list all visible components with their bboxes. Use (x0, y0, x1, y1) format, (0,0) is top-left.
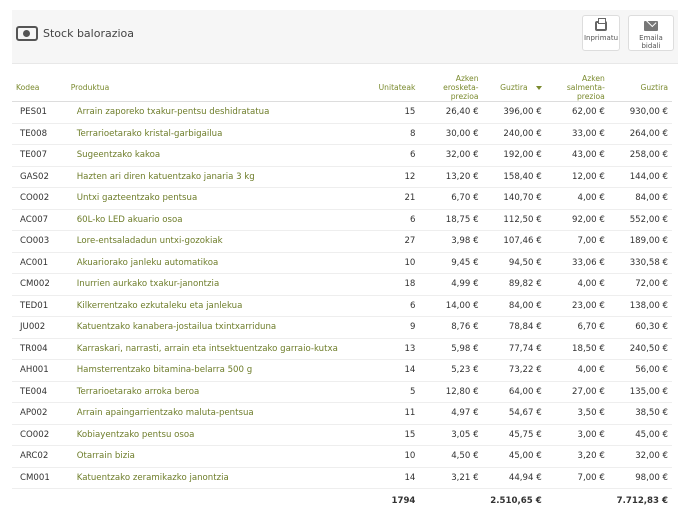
cell-units: 5 (356, 381, 419, 403)
cell-product[interactable]: Hamsterrentzako bitamina-belarra 500 g (67, 360, 357, 382)
cell-buy-price: 9,45 € (419, 252, 482, 274)
table-row (12, 123, 672, 145)
cell-sell-price: 33,06 € (546, 252, 609, 274)
cell-buy-price: 3,21 € (419, 467, 482, 489)
cell-product[interactable]: Lore-entsaladadun untxi-gozokiak (67, 231, 357, 253)
cell-buy-price: 26,40 € (419, 102, 482, 124)
totals-row (12, 489, 672, 513)
cell-sell-total: 330,58 € (609, 252, 672, 274)
cell-code: CM002 (12, 274, 67, 296)
col-header-code[interactable]: Kodea (12, 74, 67, 102)
cell-units: 13 (356, 338, 419, 360)
cell-sell-price: 33,00 € (546, 123, 609, 145)
table-row (12, 188, 672, 210)
cell-product[interactable]: Sugeentzako kakoa (67, 145, 357, 167)
cell-sell-price: 4,00 € (546, 360, 609, 382)
cell-product[interactable]: Terrarioetarako kristal-garbigailua (67, 123, 357, 145)
cell-buy-total: 94,50 € (483, 252, 546, 274)
cell-buy-price: 5,98 € (419, 338, 482, 360)
table-header-row (12, 74, 672, 102)
table-row (12, 252, 672, 274)
mail-icon (644, 21, 658, 31)
cell-buy-price: 32,00 € (419, 145, 482, 167)
totals-buy-total: 2.510,65 € (490, 495, 542, 506)
email-label: Emaila bidali (639, 34, 663, 50)
cell-product[interactable]: Otarrain bizia (67, 446, 357, 468)
cell-buy-total: 107,46 € (483, 231, 546, 253)
cell-product[interactable]: Kilkerrentzako ezkutaleku eta janlekua (67, 295, 357, 317)
cell-sell-total: 38,50 € (609, 403, 672, 425)
cell-sell-total: 552,00 € (609, 209, 672, 231)
cell-product[interactable]: Arrain apaingarrientzako maluta-pentsua (67, 403, 357, 425)
col-header-sell-price[interactable]: Azken salmenta-prezioa (546, 74, 609, 102)
cell-buy-total: 140,70 € (483, 188, 546, 210)
money-icon (16, 26, 38, 41)
table-row (12, 360, 672, 382)
cell-buy-price: 12,80 € (419, 381, 482, 403)
col-header-product[interactable]: Produktua (67, 74, 357, 102)
cell-sell-total: 240,50 € (609, 338, 672, 360)
cell-sell-price: 4,00 € (546, 188, 609, 210)
col-header-buy-total-label: Guztira (500, 83, 528, 92)
cell-buy-price: 5,23 € (419, 360, 482, 382)
cell-code: CM001 (12, 467, 67, 489)
cell-code: AC001 (12, 252, 67, 274)
table-row (12, 274, 672, 296)
cell-buy-price: 3,98 € (419, 231, 482, 253)
cell-sell-price: 92,00 € (546, 209, 609, 231)
cell-product[interactable]: Hazten ari diren katuentzako janaria 3 kg (67, 166, 357, 188)
cell-sell-price: 62,00 € (546, 102, 609, 124)
cell-code: AP002 (12, 403, 67, 425)
cell-buy-price: 3,05 € (419, 424, 482, 446)
cell-product[interactable]: Arrain zaporeko txakur-pentsu deshidratatua (67, 102, 357, 124)
cell-sell-total: 930,00 € (609, 102, 672, 124)
cell-sell-total: 56,00 € (609, 360, 672, 382)
cell-buy-price: 4,99 € (419, 274, 482, 296)
cell-sell-total: 135,00 € (609, 381, 672, 403)
cell-units: 11 (356, 403, 419, 425)
cell-code: PES01 (12, 102, 67, 124)
totals-blank (67, 489, 357, 513)
cell-units: 27 (356, 231, 419, 253)
cell-sell-price: 3,50 € (546, 403, 609, 425)
cell-buy-total: 158,40 € (483, 166, 546, 188)
cell-units: 18 (356, 274, 419, 296)
cell-units: 9 (356, 317, 419, 339)
cell-sell-price: 12,00 € (546, 166, 609, 188)
table-row (12, 145, 672, 167)
cell-units: 6 (356, 209, 419, 231)
cell-units: 10 (356, 446, 419, 468)
cell-buy-total: 45,00 € (483, 446, 546, 468)
cell-buy-price: 4,97 € (419, 403, 482, 425)
cell-sell-total: 189,00 € (609, 231, 672, 253)
cell-sell-price: 3,20 € (546, 446, 609, 468)
cell-units: 14 (356, 467, 419, 489)
cell-sell-price: 27,00 € (546, 381, 609, 403)
cell-sell-total: 32,00 € (609, 446, 672, 468)
print-label: Inprimatu (583, 34, 619, 42)
sort-desc-icon (536, 86, 542, 90)
cell-units: 15 (356, 424, 419, 446)
cell-sell-price: 18,50 € (546, 338, 609, 360)
cell-sell-total: 144,00 € (609, 166, 672, 188)
toolbar (12, 10, 678, 64)
cell-sell-total: 84,00 € (609, 188, 672, 210)
cell-sell-price: 43,00 € (546, 145, 609, 167)
cell-product[interactable]: Untxi gazteentzako pentsua (67, 188, 357, 210)
cell-sell-price: 4,00 € (546, 274, 609, 296)
cell-buy-total: 396,00 € (483, 102, 546, 124)
cell-code: CO002 (12, 424, 67, 446)
cell-buy-price: 14,00 € (419, 295, 482, 317)
cell-product[interactable]: Akuariorako janleku automatikoa (67, 252, 357, 274)
cell-code: GAS02 (12, 166, 67, 188)
cell-buy-total: 78,84 € (483, 317, 546, 339)
cell-buy-total: 44,94 € (483, 467, 546, 489)
table-row (12, 338, 672, 360)
cell-sell-total: 264,00 € (609, 123, 672, 145)
cell-code: CO002 (12, 188, 67, 210)
cell-product[interactable]: Inurrien aurkako txakur-janontzia (67, 274, 357, 296)
cell-buy-total: 64,00 € (483, 381, 546, 403)
cell-units: 8 (356, 123, 419, 145)
table-row (12, 166, 672, 188)
cell-product[interactable]: Terrarioetarako arroka beroa (67, 381, 357, 403)
totals-blank (419, 489, 482, 513)
cell-sell-total: 60,30 € (609, 317, 672, 339)
cell-buy-total: 240,00 € (483, 123, 546, 145)
table-row (12, 446, 672, 468)
cell-product[interactable]: Katuentzako kanabera-jostailua txintxarriduna (67, 317, 357, 339)
cell-sell-price: 23,00 € (546, 295, 609, 317)
table-row (12, 231, 672, 253)
cell-buy-price: 30,00 € (419, 123, 482, 145)
cell-units: 15 (356, 102, 419, 124)
cell-sell-total: 98,00 € (609, 467, 672, 489)
cell-code: AC007 (12, 209, 67, 231)
cell-product[interactable]: Katuentzako zeramikazko janontzia (67, 467, 357, 489)
table-row (12, 209, 672, 231)
col-header-sell-total[interactable]: Guztira (609, 74, 672, 102)
table-row (12, 381, 672, 403)
cell-units: 21 (356, 188, 419, 210)
cell-buy-total: 192,00 € (483, 145, 546, 167)
table-row (12, 317, 672, 339)
cell-code: TE004 (12, 381, 67, 403)
stock-table (12, 74, 672, 513)
cell-sell-price: 6,70 € (546, 317, 609, 339)
cell-buy-total: 84,00 € (483, 295, 546, 317)
table-row (12, 295, 672, 317)
cell-code: TE007 (12, 145, 67, 167)
col-header-units[interactable]: Unitateak (356, 74, 419, 102)
cell-sell-total: 138,00 € (609, 295, 672, 317)
cell-buy-price: 4,50 € (419, 446, 482, 468)
cell-sell-total: 72,00 € (609, 274, 672, 296)
col-header-buy-price[interactable]: Azken erosketa-prezioa (419, 74, 482, 102)
cell-sell-price: 7,00 € (546, 467, 609, 489)
print-button[interactable] (582, 15, 620, 51)
cell-product[interactable]: Kobiayentzako pentsu osoa (67, 424, 357, 446)
cell-buy-total: 73,22 € (483, 360, 546, 382)
cell-sell-price: 3,00 € (546, 424, 609, 446)
cell-code: AH001 (12, 360, 67, 382)
totals-blank (12, 489, 67, 513)
cell-code: JU002 (12, 317, 67, 339)
totals-sell-total: 7.712,83 € (616, 495, 668, 506)
cell-buy-price: 6,70 € (419, 188, 482, 210)
cell-units: 10 (356, 252, 419, 274)
email-button[interactable] (628, 15, 674, 51)
cell-buy-total: 89,82 € (483, 274, 546, 296)
cell-product[interactable]: 60L-ko LED akuario osoa (67, 209, 357, 231)
cell-sell-price: 7,00 € (546, 231, 609, 253)
cell-buy-total: 112,50 € (483, 209, 546, 231)
cell-units: 6 (356, 145, 419, 167)
cell-buy-price: 13,20 € (419, 166, 482, 188)
cell-product[interactable]: Karraskari, narrasti, arrain eta intsektuentzako garraio-kutxa (67, 338, 357, 360)
cell-code: TR004 (12, 338, 67, 360)
col-header-buy-total[interactable] (483, 74, 546, 102)
cell-units: 12 (356, 166, 419, 188)
page-title: Stock balorazioa (43, 27, 135, 40)
cell-buy-price: 18,75 € (419, 209, 482, 231)
table-row (12, 467, 672, 489)
printer-icon (595, 21, 607, 31)
cell-buy-total: 45,75 € (483, 424, 546, 446)
cell-code: CO003 (12, 231, 67, 253)
cell-buy-total: 77,74 € (483, 338, 546, 360)
table-row (12, 102, 672, 124)
totals-units: 1794 (391, 495, 416, 506)
totals-blank (546, 489, 609, 513)
cell-units: 14 (356, 360, 419, 382)
cell-buy-price: 8,76 € (419, 317, 482, 339)
table-row (12, 403, 672, 425)
cell-code: TED01 (12, 295, 67, 317)
cell-units: 6 (356, 295, 419, 317)
table-row (12, 424, 672, 446)
title-area (16, 26, 134, 41)
cell-buy-total: 54,67 € (483, 403, 546, 425)
cell-sell-total: 45,00 € (609, 424, 672, 446)
cell-sell-total: 258,00 € (609, 145, 672, 167)
cell-code: ARC02 (12, 446, 67, 468)
cell-code: TE008 (12, 123, 67, 145)
